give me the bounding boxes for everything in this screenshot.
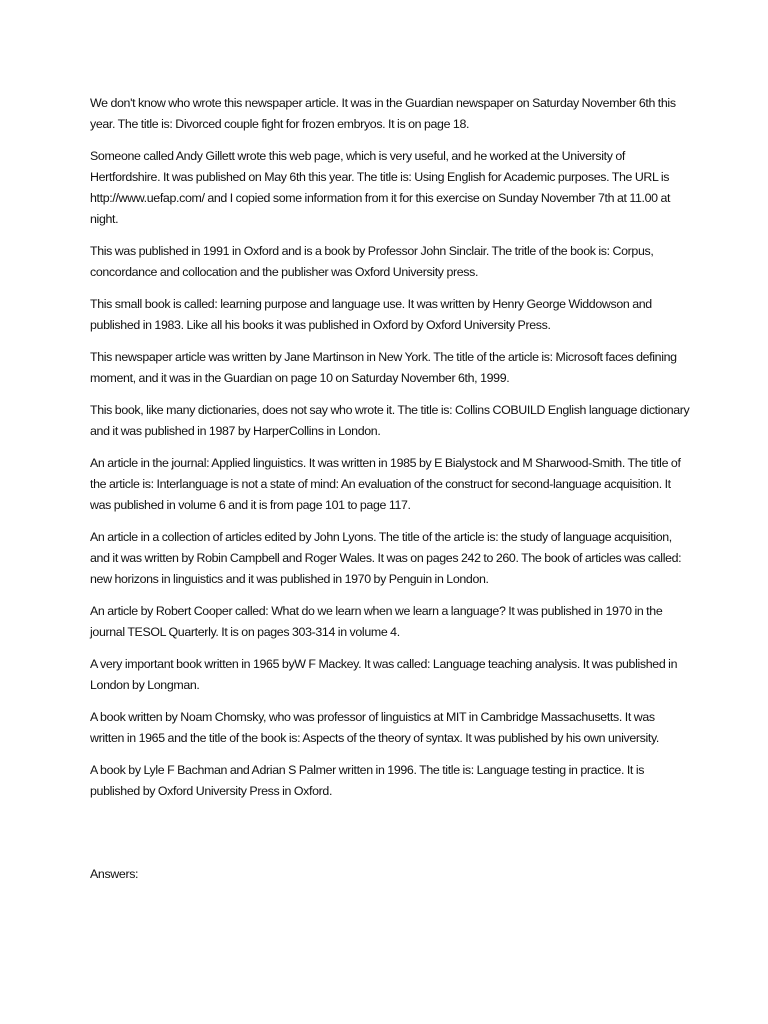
document-body xyxy=(90,93,690,813)
paragraph-2: Someone called Andy Gillett wrote this web page, which is very useful, and he worked at the University of Hertfordshire. It was published on May 6th this year. The title is: Using English for Academic purposes. The URL is http://www.uefap.com/ and I copied some information from it for this exercise on Sunday November 7th at 11.00 at night. xyxy=(90,149,671,226)
paragraph-10: A very important book written in 1965 byW F Mackey. It was called: Language teaching analysis. It was published in London by Longman. xyxy=(90,657,678,692)
paragraph-6: This book, like many dictionaries, does not say who wrote it. The title is: Collins COBUILD English language dictionary and it was published in 1987 by HarperCollins in London. xyxy=(90,403,690,438)
paragraph-9: An article by Robert Cooper called: What do we learn when we learn a language? It was published in 1970 in the journal TESOL Quarterly. It is on pages 303-314 in volume 4. xyxy=(90,604,663,639)
paragraph-1: We don't know who wrote this newspaper article. It was in the Guardian newspaper on Saturday November 6th this year. The title is: Divorced couple fight for frozen embryos. It is on page 18. xyxy=(90,96,676,131)
paragraph-8: An article in a collection of articles edited by John Lyons. The title of the article is: the study of language acquisition, and it was written by Robin Campbell and Roger Wales. It was on pages 242 to 260. The book of articles was called: new horizons in linguistics and it was published in 1970 by Penguin in London. xyxy=(90,530,682,586)
paragraph-12: A book by Lyle F Bachman and Adrian S Palmer written in 1996. The title is: Language testing in practice. It is published by Oxford University Press in Oxford. xyxy=(90,763,645,798)
paragraph-4: This small book is called: learning purpose and language use. It was written by Henry George Widdowson and published in 1983. Like all his books it was published in Oxford by Oxford University Press. xyxy=(90,297,652,332)
paragraph-3: This was published in 1991 in Oxford and is a book by Professor John Sinclair. The tritle of the book is: Corpus, concordance and collocation and the publisher was Oxford University press. xyxy=(90,244,654,279)
paragraph-5: This newspaper article was written by Jane Martinson in New York. The title of the article is: Microsoft faces defining moment, and it was in the Guardian on page 10 on Saturday November 6th, 1999. xyxy=(90,350,677,385)
paragraph-11: A book written by Noam Chomsky, who was professor of linguistics at MIT in Cambridge Massachusetts. It was written in 1965 and the title of the book is: Aspects of the theory of syntax. It was published by his own university. xyxy=(90,710,659,745)
answers-label: Answers: xyxy=(90,867,139,881)
paragraph-7: An article in the journal: Applied linguistics. It was written in 1985 by E Bialystock and M Sharwood-Smith. The title of the article is: Interlanguage is not a state of mind: An evaluation of the construct for second-language acquisition. It was published in volume 6 and it is from page 101 to page 117. xyxy=(90,456,681,512)
